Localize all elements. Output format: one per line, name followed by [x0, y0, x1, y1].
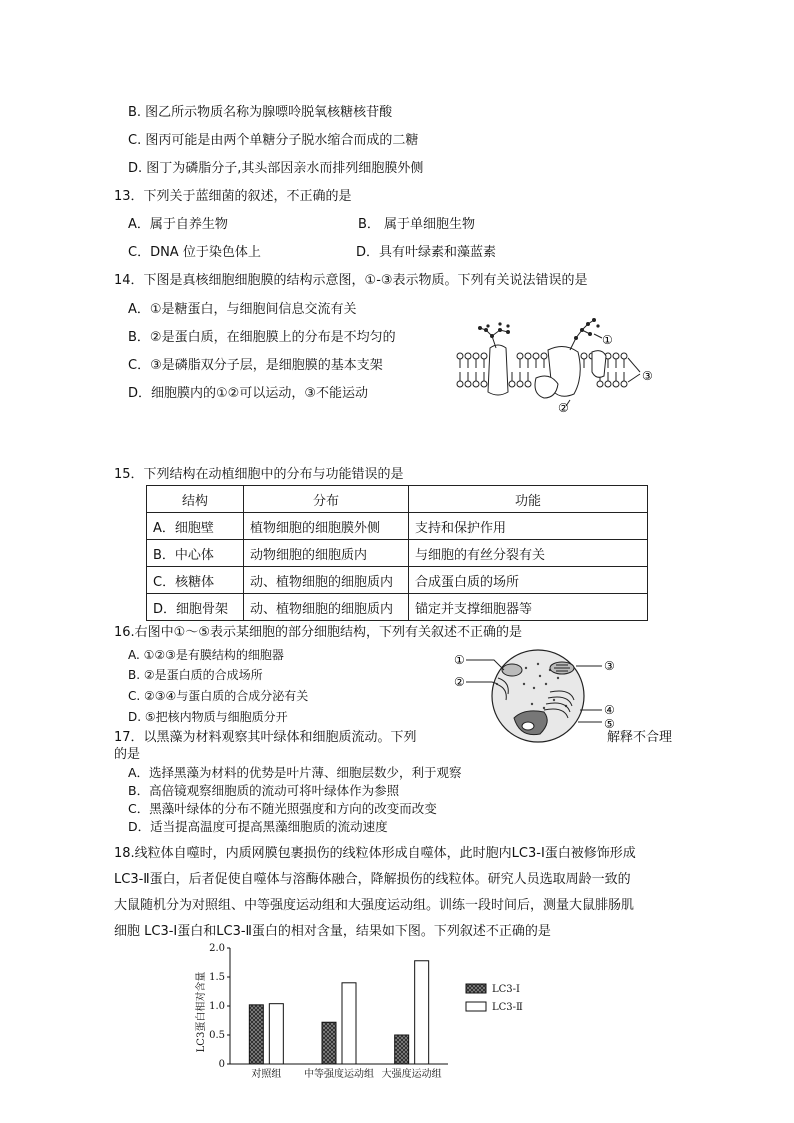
cell-label-1: ① — [454, 653, 465, 667]
table-cell: 动物细胞的细胞质内 — [244, 540, 409, 567]
table-cell: C．核糖体 — [147, 567, 244, 594]
x-tick-label: 对照组 — [251, 1069, 282, 1080]
legend-label: LC3-Ⅰ — [492, 984, 520, 995]
q15-stem: 15．下列结构在动植细胞中的分布与功能错误的是 — [114, 467, 404, 482]
q13-option-b: B． 属于单细胞生物 — [358, 217, 476, 232]
membrane-label-1: ① — [602, 333, 613, 347]
q18-line-2: LC3-Ⅱ蛋白，后者促使自噬体与溶酶体融合，降解损伤的线粒体。研究人员选取周龄一致的 — [114, 872, 631, 887]
q13-option-d: D．具有叶绿素和藻蓝素 — [356, 245, 497, 260]
chart-legend — [466, 984, 523, 1013]
q12-option-d: D. 图丁为磷脂分子,其头部因亲水而排列细胞膜外侧 — [128, 161, 424, 176]
membrane-label-2: ② — [558, 401, 569, 415]
x-tick-label: 中等强度运动组 — [304, 1069, 374, 1080]
table-row — [147, 567, 648, 594]
table-cell: 动、植物细胞的细胞质内 — [244, 567, 409, 594]
table-row — [147, 540, 648, 567]
q16-stem: 16.右图中①～⑤表示某细胞的部分细胞结构，下列有关叙述不正确的是 — [114, 625, 522, 640]
q13-stem: 13．下列关于蓝细菌的叙述，不正确的是 — [114, 189, 352, 204]
cell-label-3: ③ — [604, 659, 615, 673]
table-cell: 动、植物细胞的细胞质内 — [244, 594, 409, 621]
table-cell: 植物细胞的细胞膜外侧 — [244, 513, 409, 540]
q17-stem: 17．以黑藻为材料观察其叶绿体和细胞质流动。下列 — [114, 730, 417, 745]
table-header-cell: 功能 — [409, 486, 648, 513]
table-header-row — [147, 486, 648, 513]
membrane-label-3: ③ — [642, 369, 653, 383]
x-tick-label: 大强度运动组 — [381, 1069, 442, 1080]
q17-option-d: D．适当提高温度可提高黑藻细胞质的流动速度 — [128, 819, 388, 834]
q12-option-b: B. 图乙所示物质名称为腺嘌呤脱氧核糖核苷酸 — [128, 105, 393, 120]
chart-y-axis-label: LC3蛋白相对含量 — [196, 971, 207, 1053]
chart-bars — [249, 961, 441, 1080]
cell-label-5: ⑤ — [604, 717, 615, 731]
y-tick-label: 0.5 — [209, 1030, 225, 1041]
bar-lc3-ii — [269, 1004, 283, 1064]
table-cell: 合成蛋白质的场所 — [409, 567, 648, 594]
table-cell: B．中心体 — [147, 540, 244, 567]
bar-lc3-i — [322, 1022, 336, 1064]
q14-stem: 14．下图是真核细胞细胞膜的结构示意图，①-③表示物质。下列有关说法错误的是 — [114, 273, 588, 288]
table-cell: A．细胞壁 — [147, 513, 244, 540]
q18-line-4: 细胞 LC3-Ⅰ蛋白和LC3-Ⅱ蛋白的相对含量，结果如下图。下列叙述不正确的是 — [114, 924, 551, 939]
table-header-cell: 结构 — [147, 486, 244, 513]
q13-option-a: A．属于自养生物 — [128, 217, 228, 232]
q14-option-d: D．细胞膜内的①②可以运动，③不能运动 — [128, 386, 368, 401]
q17-option-c: C．黑藻叶绿体的分布不随光照强度和方向的改变而改变 — [128, 801, 437, 816]
q17-option-a: A．选择黑藻为材料的优势是叶片薄、细胞层数少，利于观察 — [128, 765, 462, 780]
y-tick-label: 1.0 — [209, 1001, 225, 1012]
q16-option-d: D. ⑤把核内物质与细胞质分开 — [128, 710, 288, 724]
table-cell: 锚定并支撑细胞器等 — [409, 594, 648, 621]
q17-option-b: B．高倍镜观察细胞质的流动可将叶绿体作为参照 — [128, 783, 400, 798]
q18-line-1: 18.线粒体自噬时，内质网膜包裹损伤的线粒体形成自噬体，此时胞内LC3-Ⅰ蛋白被修饰形成 — [114, 846, 636, 861]
bar-lc3-ii — [415, 961, 429, 1064]
table-cell: 支持和保护作用 — [409, 513, 648, 540]
y-tick-label: 2.0 — [209, 943, 225, 954]
q14-option-c: C．③是磷脂双分子层，是细胞膜的基本支架 — [128, 358, 383, 373]
q16-option-c: C. ②③④与蛋白质的合成分泌有关 — [128, 689, 309, 703]
q17-stem-end: 的是 — [114, 747, 141, 762]
bar-lc3-i — [249, 1005, 263, 1064]
y-tick-label: 1.5 — [209, 972, 225, 983]
q13-option-c: C．DNA 位于染色体上 — [128, 245, 261, 260]
cell-label-2: ② — [454, 675, 465, 689]
bar-lc3-i — [395, 1035, 409, 1064]
bar-lc3-ii — [342, 983, 356, 1064]
q12-option-c: C. 图丙可能是由两个单糖分子脱水缩合而成的二糖 — [128, 133, 419, 148]
y-tick-label: 0 — [218, 1059, 225, 1070]
table-row — [147, 513, 648, 540]
cell-structure-diagram — [454, 648, 624, 744]
cell-label-4: ④ — [604, 703, 615, 717]
q16-option-a: A. ①②③是有膜结构的细胞器 — [128, 648, 284, 662]
q15-table — [146, 485, 648, 621]
q14-option-b: B．②是蛋白质，在细胞膜上的分布是不均匀的 — [128, 330, 396, 345]
table-header-cell: 分布 — [244, 486, 409, 513]
q17-stem-emphasis: 解释不合理 — [607, 730, 673, 745]
legend-label: LC3-Ⅱ — [492, 1002, 523, 1013]
q16-option-b: B. ②是蛋白质的合成场所 — [128, 668, 263, 682]
q14-option-a: A．①是糖蛋白，与细胞间信息交流有关 — [128, 302, 357, 317]
q18-line-3: 大鼠随机分为对照组、中等强度运动组和大强度运动组。训练一段时间后，测量大鼠腓肠肌 — [114, 898, 635, 913]
table-cell: 与细胞的有丝分裂有关 — [409, 540, 648, 567]
table-cell: D．细胞骨架 — [147, 594, 244, 621]
table-row — [147, 594, 648, 621]
legend-swatch — [466, 984, 486, 993]
cell-membrane-diagram — [452, 312, 658, 416]
legend-swatch — [466, 1002, 486, 1011]
lc3-bar-chart — [190, 940, 550, 1080]
